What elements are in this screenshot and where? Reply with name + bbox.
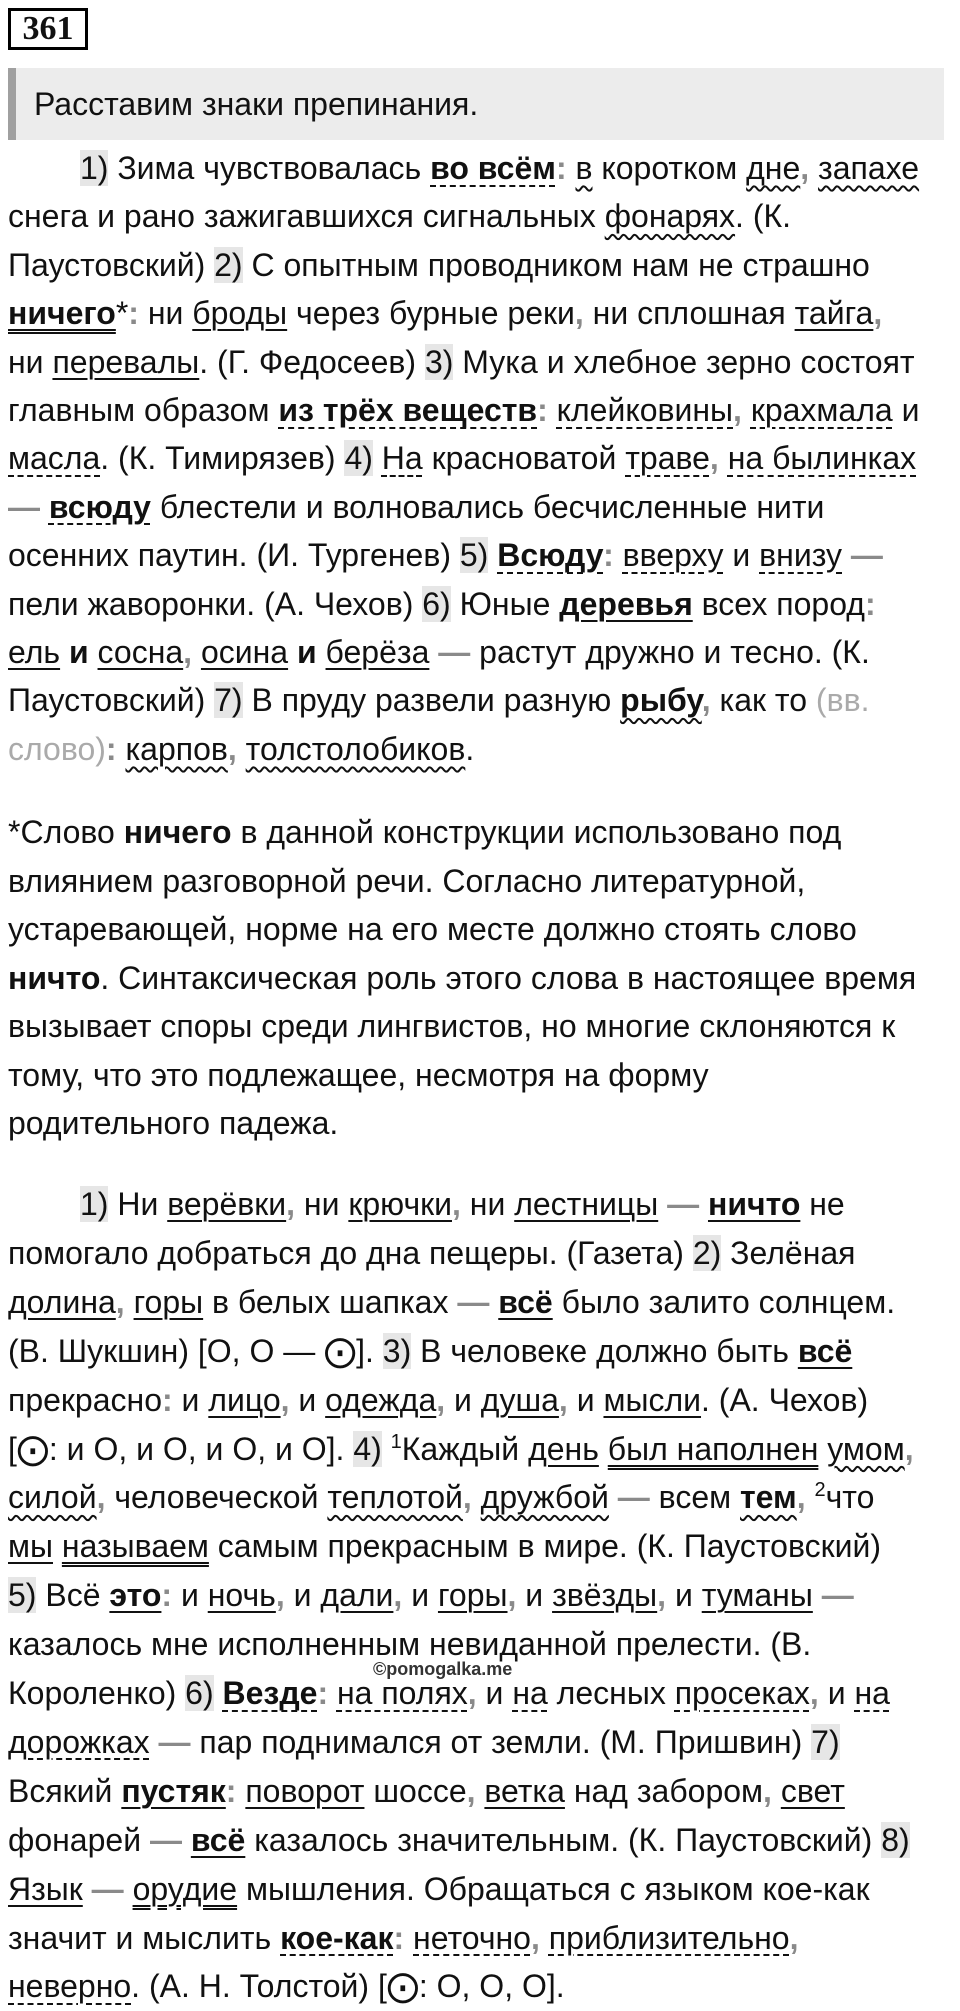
punctuation-mark: , [393, 1577, 403, 1614]
subject-word: поворот [245, 1772, 365, 1809]
subject-word: верёвки [167, 1186, 287, 1222]
text-line [8, 434, 916, 482]
punctuation-mark: , [733, 392, 742, 428]
subject-word: ель [8, 634, 61, 670]
subject-word: ничто [707, 1186, 801, 1222]
subject-word: мысли [603, 1381, 702, 1418]
text-line [80, 144, 919, 192]
text-run [472, 1479, 481, 1515]
text-run: человеческой [105, 1479, 328, 1516]
punctuation-mark: — [149, 1821, 182, 1858]
subject-word: одежда [325, 1381, 437, 1418]
subject-word: Язык [8, 1870, 83, 1907]
punctuation-mark: , [275, 1577, 285, 1614]
attribute-word: теплотой [327, 1479, 463, 1516]
circumstance-word: На [381, 440, 423, 477]
text-run [699, 1186, 708, 1222]
text-run: * [115, 295, 129, 332]
circumstance-word: Везде [222, 1675, 318, 1711]
text-run: . [465, 730, 475, 767]
text-run [89, 634, 98, 670]
text-run: и [723, 537, 760, 574]
text-line [8, 808, 841, 856]
text-run: и [172, 1381, 209, 1418]
text-line [8, 1278, 895, 1326]
text-line [80, 1180, 845, 1228]
text-run: мышления. Обращаться с языком кое-как [237, 1870, 870, 1907]
text-run: коротком [592, 150, 747, 186]
subject-word: сосна [97, 634, 184, 670]
text-run [614, 537, 623, 573]
sentence-number: 2) [214, 246, 243, 283]
subject-word: всё [797, 1332, 853, 1369]
punctuation-mark: , [763, 1772, 772, 1809]
text-run: в белых шапках [203, 1283, 458, 1320]
text-run: самым прекрасным в мире. (К. Паустовский) [208, 1528, 881, 1565]
subject-word: лицо [208, 1381, 281, 1418]
text-run: (В. Шукшин) [О, О — ⨀]. [8, 1332, 383, 1369]
subject-word: крючки [348, 1186, 452, 1222]
sentence-number: 2) [692, 1234, 722, 1271]
text-run: главным образом [8, 392, 279, 428]
sentence-number: 7) [214, 682, 243, 719]
circumstance-word: вверху [622, 537, 724, 574]
text-run: значит и мыслить [8, 1919, 281, 1956]
text-run: в данной конструкции использовано под [231, 814, 842, 850]
text-run: снега и рано зажигавшихся сигнальных [8, 198, 605, 235]
punctuation-mark: , [530, 1919, 540, 1956]
text-run: казалось значительным. (К. Паустовский) [245, 1821, 882, 1858]
watermark: ©pomogalka.me [373, 1659, 513, 1679]
text-run: растут дружно и тесно. (К. [470, 634, 870, 670]
punctuation-mark: — [91, 1870, 124, 1907]
sentence-number: 3) [424, 343, 454, 380]
sentence-number: 8) [881, 1821, 910, 1858]
text-run: и [516, 1577, 553, 1614]
attribute-word: тем [740, 1479, 797, 1516]
generalizing-word: и [296, 634, 317, 670]
text-run [150, 1724, 159, 1760]
sentence-number: 7) [811, 1723, 840, 1760]
subject-word: душа [480, 1381, 559, 1418]
punctuation-mark: — [158, 1723, 191, 1760]
text-run: и [476, 1675, 513, 1711]
text-line [8, 676, 869, 724]
text-line [8, 241, 870, 289]
punctuation-mark: , [436, 1381, 446, 1418]
punctuation-mark: , [657, 1577, 667, 1614]
subject-word: всё [498, 1283, 553, 1320]
note-text: слово) [8, 730, 106, 767]
sentence-number: 5) [8, 1577, 37, 1614]
attribute-word: запахе [818, 150, 920, 186]
text-run: [⨀: и О, и О, и О, и О]. [8, 1430, 354, 1467]
sentence-number: 5) [459, 537, 489, 574]
circumstance-word: на [854, 1675, 890, 1711]
subject-word: перевалы [52, 343, 200, 380]
text-run: и [402, 1577, 438, 1614]
text-run: Паустовский) [8, 246, 215, 283]
text-run [488, 537, 497, 573]
text-run: и [666, 1577, 702, 1614]
text-line [8, 289, 882, 337]
punctuation-mark: , [809, 1675, 819, 1711]
punctuation-mark: : [603, 537, 614, 574]
text-line [8, 1099, 338, 1147]
punctuation-mark: : [393, 1919, 405, 1956]
text-line [8, 1914, 798, 1962]
punctuation-mark: : [555, 150, 567, 186]
text-run [373, 440, 382, 476]
subject-word: пустяк [121, 1772, 226, 1809]
circumstance-word: неточно [413, 1919, 531, 1956]
text-line [8, 338, 915, 386]
sentence-number: 1) [80, 1186, 109, 1222]
text-run: Паустовский) [8, 682, 215, 719]
text-run [540, 1920, 549, 1956]
subject-word: осина [200, 634, 289, 670]
note-text: (вв. [815, 682, 870, 719]
punctuation-mark: , [873, 295, 883, 332]
punctuation-mark: , [507, 1577, 517, 1614]
punctuation-mark: , [789, 1919, 799, 1956]
sentence-number: 6) [185, 1675, 214, 1711]
text-run: ни сплошная [583, 295, 795, 332]
text-run [125, 1284, 134, 1320]
text-run: и [172, 1577, 208, 1614]
subject-word: ветка [484, 1772, 565, 1809]
text-run: устаревающей, норме на его месте должно стоять слово [8, 911, 857, 947]
text-run: . (А. Чехов) [701, 1381, 869, 1418]
text-run [83, 1871, 92, 1907]
text-run: родительного падежа. [8, 1105, 339, 1141]
text-run: Юные [450, 585, 560, 622]
text-run: Мука и хлебное зерно состоят [453, 343, 915, 380]
text-run: и [567, 1381, 604, 1418]
text-run: осенних паутин. (И. Тургенев) [8, 537, 460, 574]
text-line [8, 954, 916, 1002]
punctuation-mark: , [183, 634, 193, 670]
text-run [53, 1528, 62, 1564]
subject-word: свет [780, 1772, 845, 1809]
punctuation-mark: : [161, 1577, 173, 1614]
text-line [8, 1425, 914, 1473]
text-line [8, 1767, 845, 1815]
attribute-word: фонарях [604, 198, 736, 235]
text-run [658, 1186, 667, 1222]
attribute-word: в [575, 150, 593, 186]
text-run: помогало добраться до дна пещеры. (Газета) [8, 1234, 693, 1271]
text-run: красноватой [422, 440, 626, 477]
text-run: и [284, 1577, 321, 1614]
text-run [124, 1871, 133, 1907]
text-line [8, 531, 883, 579]
text-run: *Слово [8, 814, 124, 850]
header-text: Расставим знаки препинания. [34, 86, 479, 122]
text-run: . (К. Тимирязев) [100, 440, 345, 477]
text-run [404, 1920, 413, 1956]
sentence-number: 4) [353, 1430, 382, 1467]
circumstance-word: внизу [759, 537, 843, 574]
text-line [8, 1229, 855, 1277]
text-run [40, 489, 49, 525]
attribute-word: дне [746, 150, 801, 186]
text-line [8, 1051, 709, 1099]
subject-word: деревья [559, 585, 693, 622]
text-run [192, 634, 201, 670]
text-run: Зелёная [721, 1234, 856, 1271]
text-run: шоссе [364, 1772, 467, 1809]
text-line [8, 857, 805, 905]
attribute-word: умом [827, 1430, 905, 1467]
text-line [8, 1962, 565, 2010]
text-run: пели жаворонки. (А. Чехов) [8, 585, 423, 622]
text-run: ни [460, 1186, 515, 1222]
circumstance-word: во всём [430, 150, 556, 186]
attribute-word: толстолобиков [245, 730, 466, 767]
text-run: что [825, 1479, 875, 1516]
text-run [328, 1675, 337, 1711]
text-run: . (Г. Федосеев) [199, 343, 425, 380]
punctuation-mark: , [904, 1430, 914, 1467]
sentence-number: 4) [344, 440, 373, 477]
punctuation-mark: , [96, 1479, 106, 1516]
generalizing-word: и [68, 634, 89, 670]
text-line [8, 580, 876, 628]
text-line [8, 1327, 852, 1375]
text-run: Каждый [401, 1430, 529, 1467]
circumstance-word: неверно [8, 1968, 132, 2005]
punctuation-mark: , [574, 295, 584, 332]
predicate-word: орудие [132, 1870, 238, 1907]
text-run: и [289, 1381, 326, 1418]
circumstance-word: на полях [336, 1675, 468, 1711]
text-line [8, 386, 919, 434]
text-run: ни [138, 295, 193, 332]
punctuation-mark: : [161, 1381, 173, 1418]
clause-index: 1 [390, 1430, 402, 1453]
text-line [8, 1473, 874, 1521]
text-run: тому, что это подлежащее, несмотря на форму [8, 1056, 709, 1093]
sentence-number: 3) [382, 1332, 412, 1369]
text-run [429, 634, 438, 670]
text-run: всех пород [692, 585, 865, 622]
punctuation-mark: — [617, 1479, 650, 1516]
punctuation-mark: — [850, 537, 883, 574]
subject-word: горы [437, 1577, 508, 1614]
punctuation-mark: , [800, 150, 810, 186]
text-line [8, 483, 824, 531]
text-run [317, 634, 326, 670]
punctuation-mark: : [864, 585, 876, 622]
punctuation-mark: : [225, 1772, 237, 1809]
text-run: В человеке должно быть [411, 1332, 798, 1369]
subject-word: горы [133, 1283, 204, 1320]
text-run: прекрасно [8, 1381, 162, 1418]
punctuation-mark: , [280, 1381, 290, 1418]
punctuation-mark: : [105, 730, 117, 767]
punctuation-mark: , [286, 1186, 296, 1222]
punctuation-mark: : [317, 1675, 329, 1711]
text-run [599, 1431, 608, 1467]
text-run: как то [710, 682, 816, 719]
subject-word: берёза [325, 634, 430, 670]
sentence-number: 6) [422, 585, 451, 622]
text-line [8, 1816, 910, 1864]
circumstance-word: на [512, 1675, 548, 1711]
punctuation-mark: , [227, 730, 237, 767]
text-run: всем [649, 1479, 740, 1516]
text-run: и [892, 392, 920, 428]
subject-word: долина [8, 1283, 116, 1320]
text-run [772, 1773, 781, 1809]
subject-word: тайга [794, 295, 874, 332]
subject-word: туманы [701, 1577, 813, 1614]
text-run: и [445, 1381, 481, 1418]
text-line [8, 725, 474, 773]
circumstance-word: масла [8, 440, 101, 477]
text-run [60, 634, 69, 670]
punctuation-mark: , [467, 1675, 477, 1711]
task-number: 361 [8, 8, 88, 50]
text-run [382, 1431, 391, 1467]
circumstance-word: траве [625, 440, 710, 477]
text-run: . Синтаксическая роль этого слова в настоящее время [100, 959, 917, 996]
punctuation-mark: — [457, 1283, 490, 1320]
text-run: было залито солнцем. [552, 1283, 896, 1320]
punctuation-mark: — [667, 1186, 700, 1222]
text-run: Всякий [8, 1772, 122, 1809]
subject-word: всё [190, 1821, 246, 1858]
text-run [288, 634, 297, 670]
circumstance-word: крахмала [750, 392, 893, 428]
subject-word: ночь [207, 1577, 276, 1614]
text-run [809, 150, 818, 186]
text-run: Ни [108, 1186, 168, 1222]
text-run [742, 392, 751, 428]
text-run: ни [8, 343, 53, 380]
text-run: Короленко) [8, 1675, 186, 1711]
text-run [719, 440, 728, 476]
text-run: блестели и волновались бесчисленные нити [150, 488, 825, 525]
subject-word: дали [320, 1577, 394, 1614]
clause-index: 2 [814, 1479, 826, 1502]
text-line [8, 628, 870, 676]
text-run [182, 1822, 191, 1858]
text-run: вызывает споры среди лингвистов, но многие склоняются к [8, 1008, 896, 1044]
text-run: казалось мне исполненным невиданной прелести. (В. [8, 1626, 812, 1663]
punctuation-mark: , [558, 1381, 568, 1418]
subject-word: лестницы [514, 1186, 659, 1222]
text-run: через бурные реки [287, 295, 575, 332]
circumstance-word: на былинках [727, 440, 917, 477]
punctuation-mark: , [709, 440, 719, 477]
text-run [842, 537, 851, 573]
text-run [489, 1284, 498, 1320]
text-run: ни [295, 1186, 349, 1222]
text-line [8, 1571, 854, 1619]
text-run: влиянием разговорной речи. Согласно литературной, [8, 862, 806, 899]
text-line [8, 1376, 868, 1424]
punctuation-mark: — [438, 634, 471, 670]
text-run: С опытным проводником нам не страшно [242, 246, 870, 283]
punctuation-mark: , [796, 1479, 806, 1516]
punctuation-mark: : [537, 392, 548, 428]
circumstance-word: просеках [674, 1675, 810, 1711]
text-run: лесных [547, 1675, 675, 1711]
punctuation-mark: , [462, 1479, 472, 1516]
text-run [818, 1431, 827, 1467]
punctuation-mark: — [8, 488, 40, 525]
circumstance-word: Всюду [497, 537, 604, 574]
circumstance-word: из трёх веществ [278, 392, 538, 428]
text-run: Всё [36, 1577, 110, 1614]
subject-word: день [528, 1430, 599, 1467]
attribute-word: рыбу [620, 682, 702, 719]
text-run [237, 731, 246, 767]
punctuation-mark: , [466, 1772, 476, 1809]
attribute-word: дружбой [480, 1479, 609, 1516]
attribute-word: силой [8, 1479, 97, 1516]
circumstance-word: дорожках [8, 1723, 150, 1760]
text-line [8, 1002, 895, 1050]
subject-word: мы [8, 1528, 53, 1565]
text-line [8, 1522, 881, 1570]
text-run: пар поднимался от земли. (М. Пришвин) [190, 1723, 812, 1760]
text-run: Зима чувствовалась [108, 150, 431, 186]
circumstance-word: приблизительно [548, 1919, 790, 1956]
punctuation-mark: , [701, 682, 711, 719]
subject-word: броды [192, 295, 288, 332]
punctuation-mark: , [115, 1283, 125, 1320]
text-run: фонарей [8, 1821, 150, 1858]
attribute-word: карпов [125, 730, 228, 767]
text-run: и [818, 1675, 855, 1711]
punctuation-mark: , [451, 1186, 461, 1222]
text-run [609, 1479, 618, 1515]
predicate-word: ничего [8, 295, 116, 332]
circumstance-word: клейковины [556, 392, 734, 428]
punctuation-mark: — [821, 1577, 854, 1614]
text-run: . (К. [735, 198, 792, 235]
text-line [8, 192, 791, 240]
text-run [813, 1577, 822, 1613]
generalizing-word: ничто [8, 959, 101, 996]
text-line [8, 1865, 870, 1913]
predicate-word: был наполнен [607, 1430, 819, 1467]
circumstance-word: всюду [48, 488, 151, 525]
subject-word: звёзды [552, 1577, 658, 1614]
text-run: над забором [564, 1772, 764, 1809]
text-run [236, 1773, 245, 1809]
circumstance-word: кое-как [280, 1919, 394, 1956]
text-run: не [800, 1186, 845, 1222]
text-run [806, 1479, 815, 1515]
generalizing-word: ничего [123, 814, 232, 850]
header-bar [8, 68, 944, 140]
text-run: В пруду развели разную [242, 682, 621, 719]
text-run: . (А. Н. Толстой) [⨀: О, О, О]. [131, 1968, 565, 2005]
predicate-word: называем [61, 1528, 209, 1565]
text-run [548, 392, 557, 428]
text-line [8, 905, 857, 953]
text-line [8, 1718, 840, 1766]
sentence-number: 1) [80, 150, 109, 186]
subject-word: это [109, 1577, 162, 1614]
punctuation-mark: : [128, 295, 139, 332]
text-run [214, 1675, 223, 1711]
